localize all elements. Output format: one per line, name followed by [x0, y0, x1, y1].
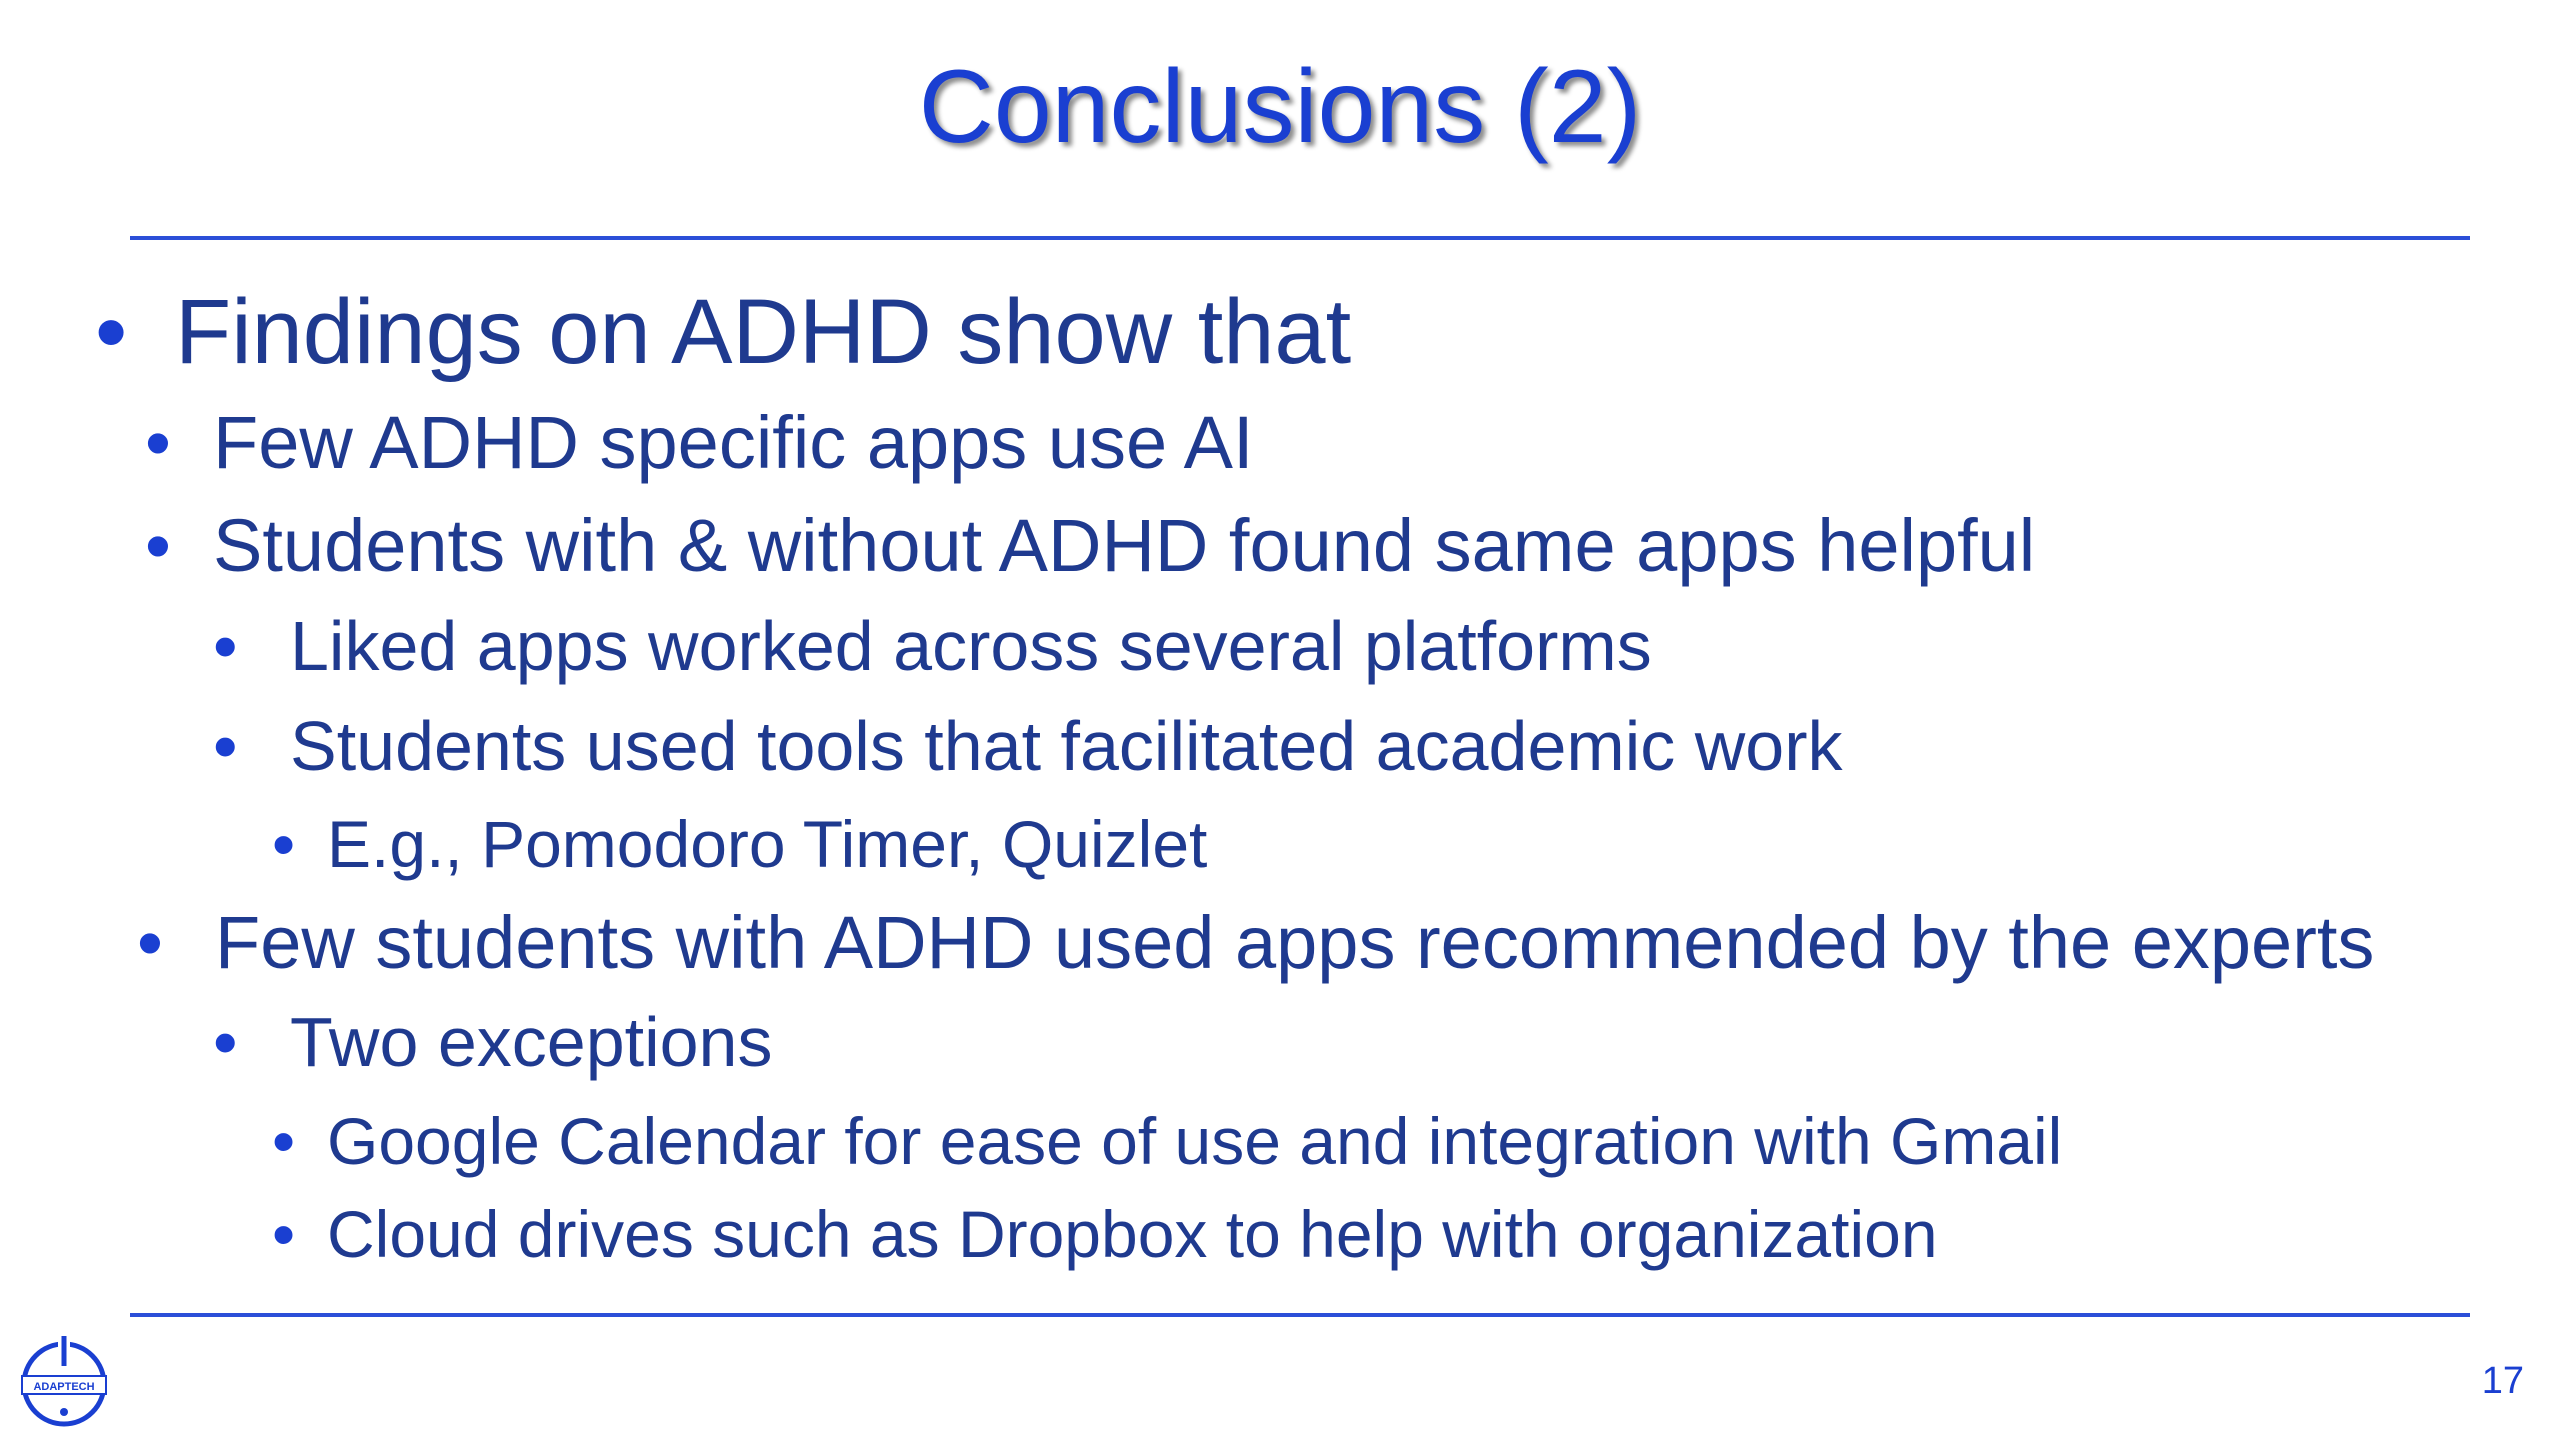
bullet-dot: •: [272, 1197, 296, 1271]
bullet-text: Google Calendar for ease of use and integration with Gmail: [327, 1104, 2063, 1178]
bullet-dot: •: [213, 607, 238, 685]
bottom-divider: [130, 1313, 2470, 1317]
bullet-dot: •: [272, 807, 296, 881]
top-divider: [130, 236, 2470, 240]
bullet-text: Students used tools that facilitated academic work: [290, 707, 1843, 785]
slide-title: Conclusions (2): [918, 49, 1642, 165]
bullet-dot: •: [95, 281, 128, 383]
logo-text: ADAPTECH: [33, 1381, 95, 1393]
bullet-text: Two exceptions: [290, 1003, 773, 1081]
bullet-text: E.g., Pomodoro Timer, Quizlet: [327, 807, 1208, 881]
adaptech-logo: [14, 1330, 114, 1430]
bullet-text: Students with & without ADHD found same apps helpful: [213, 504, 2036, 587]
bullet-dot: •: [137, 901, 163, 984]
bullet-text: Few students with ADHD used apps recommended by the experts: [215, 901, 2375, 984]
bullet-dot: •: [145, 401, 171, 484]
bullet-dot: •: [213, 1003, 238, 1081]
bullet-dot: •: [213, 707, 238, 785]
bullet-dot: •: [145, 504, 171, 587]
page-number: 17: [2481, 1360, 2524, 1402]
bullet-text: Cloud drives such as Dropbox to help with organization: [327, 1197, 1938, 1271]
bullet-text: Few ADHD specific apps use AI: [213, 401, 1254, 484]
bullet-text: Liked apps worked across several platforms: [290, 607, 1652, 685]
bullet-text: Findings on ADHD show that: [175, 281, 1352, 383]
bullet-dot: •: [272, 1104, 296, 1178]
